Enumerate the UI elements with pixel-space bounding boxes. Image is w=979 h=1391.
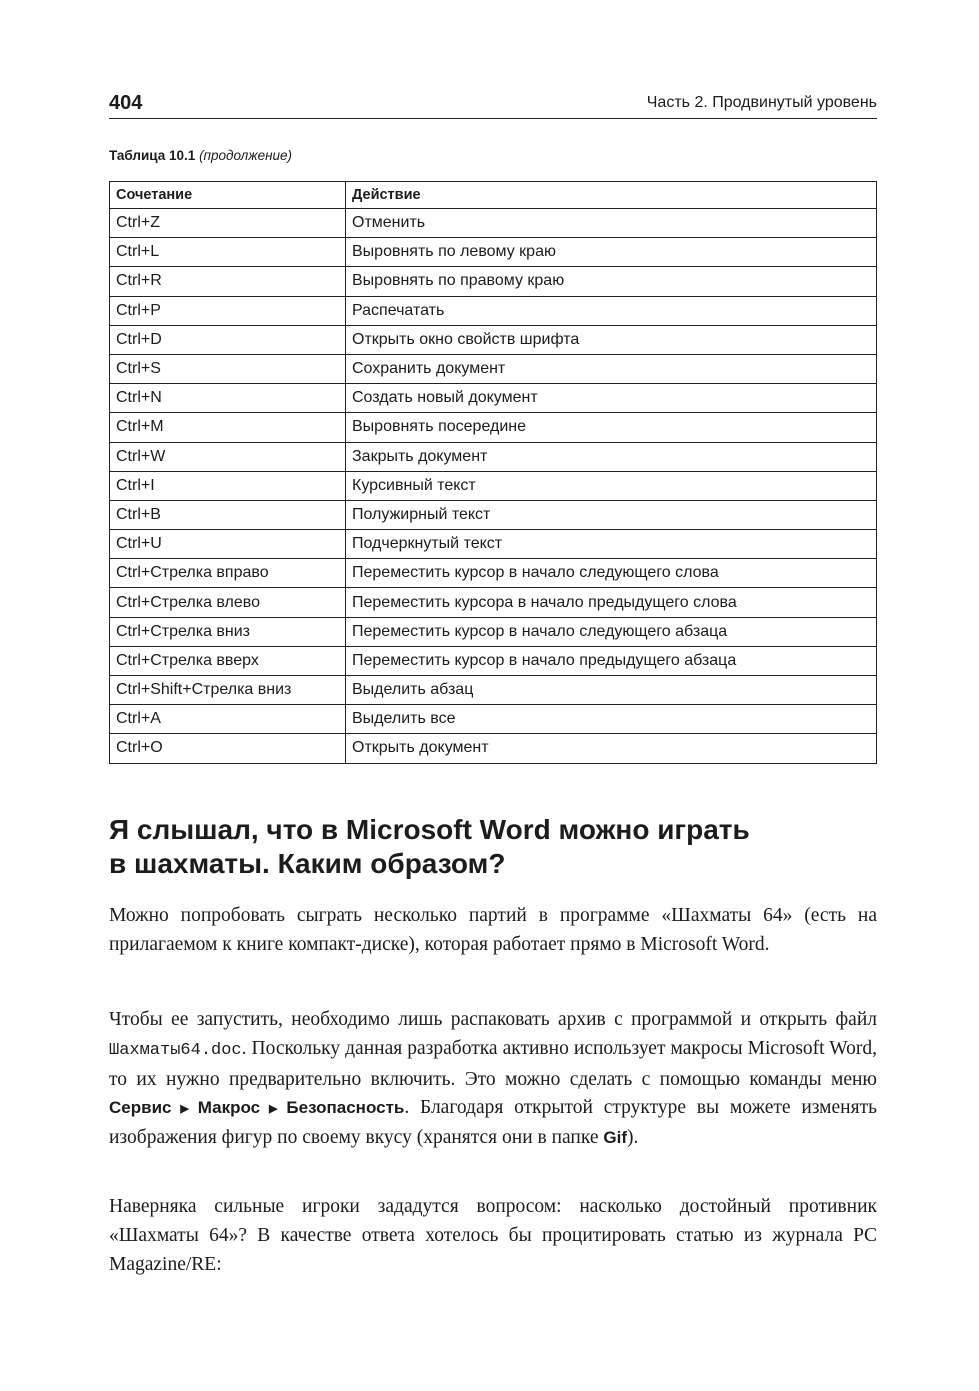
table-caption [109,148,292,163]
action-cell: Открыть окно свойств шрифта [346,325,877,354]
action-cell: Закрыть документ [346,442,877,471]
action-cell: Отменить [346,209,877,238]
table-row [110,617,877,646]
shortcut-table [109,181,877,764]
action-cell: Курсивный текст [346,471,877,500]
table-row [110,296,877,325]
table-row [110,559,877,588]
table-row [110,500,877,529]
menu-item-security: Безопасность [286,1098,405,1118]
shortcut-cell: Ctrl+L [110,238,346,267]
column-header-action: Действие [346,182,877,209]
shortcut-cell: Ctrl+Стрелка вниз [110,617,346,646]
shortcut-cell: Ctrl+W [110,442,346,471]
action-cell: Выровнять по левому краю [346,238,877,267]
table-row [110,325,877,354]
table-header-row [110,182,877,209]
page-header [109,92,877,119]
table-row [110,354,877,383]
table-row [110,442,877,471]
action-cell: Выделить все [346,705,877,734]
section-heading [109,813,877,881]
shortcut-cell: Ctrl+I [110,471,346,500]
paragraph-2-part-c: . Благодаря открытой структуре вы можете изменять изображения фигур по своему вкусу (хранятся они в папке [109,1097,877,1149]
table-row [110,238,877,267]
shortcut-cell: Ctrl+B [110,500,346,529]
menu-path [109,1098,404,1117]
paragraph-2 [109,1006,877,1153]
table-row [110,209,877,238]
shortcut-cell: Ctrl+U [110,530,346,559]
action-cell: Переместить курсор в начало предыдущего абзаца [346,646,877,675]
menu-arrow-icon: ▶ [174,1103,195,1116]
table-row [110,530,877,559]
action-cell: Открыть документ [346,734,877,763]
paragraph-2-part-d: ). [627,1127,639,1149]
table-row [110,734,877,763]
table-row [110,471,877,500]
shortcut-cell: Ctrl+Z [110,209,346,238]
action-cell: Распечатать [346,296,877,325]
shortcut-cell: Ctrl+S [110,354,346,383]
table-row [110,384,877,413]
table-row [110,588,877,617]
shortcut-cell: Ctrl+Shift+Стрелка вниз [110,676,346,705]
table-row [110,646,877,675]
menu-arrow-icon: ▶ [263,1103,284,1116]
table-caption-label: Таблица 10.1 [109,148,196,163]
action-cell: Сохранить документ [346,354,877,383]
table-caption-note: (продолжение) [199,148,293,163]
section-heading-line-2: в шахматы. Каким образом? [109,848,506,879]
table-row [110,705,877,734]
shortcut-cell: Ctrl+R [110,267,346,296]
shortcut-cell: Ctrl+Стрелка влево [110,588,346,617]
action-cell: Выровнять посередине [346,413,877,442]
action-cell: Создать новый документ [346,384,877,413]
paragraph-1: Можно попробовать сыграть несколько партий в программе «Шахматы 64» (есть на прилагаемом к книге компакт-диске), которая работает прямо в Microsoft Word. [109,905,877,955]
paragraph-2-part-a: Чтобы ее запустить, необходимо лишь распаковать архив с программой и открыть файл [109,1009,877,1030]
action-cell: Выделить абзац [346,676,877,705]
action-cell: Переместить курсора в начало предыдущего слова [346,588,877,617]
folder-name: Gif [603,1128,627,1148]
shortcut-cell: Ctrl+Стрелка вправо [110,559,346,588]
shortcut-cell: Ctrl+Стрелка вверх [110,646,346,675]
action-cell: Переместить курсор в начало следующего абзаца [346,617,877,646]
running-title: Часть 2. Продвинутый уровень [646,94,877,111]
action-cell: Переместить курсор в начало следующего слова [346,559,877,588]
paragraph-2-part-b: . Поскольку данная разработка активно использует макросы Microsoft Word, то их нужно предварительно включить. Это можно сделать с помощью команды меню [109,1037,877,1090]
shortcut-cell: Ctrl+O [110,734,346,763]
shortcut-cell: Ctrl+D [110,325,346,354]
menu-item-service: Сервис [109,1098,172,1118]
shortcut-cell: Ctrl+M [110,413,346,442]
table-row [110,413,877,442]
action-cell: Выровнять по правому краю [346,267,877,296]
paragraph-3: Наверняка сильные игроки зададутся вопросом: насколько достойный противник «Шахматы 64»? В качестве ответа хотелось бы процитировать статью из журнала PC Magazine/RE: [109,1196,877,1275]
table-row [110,676,877,705]
file-name: Шахматы64.doc [109,1040,242,1060]
column-header-combination: Сочетание [110,182,346,209]
shortcut-cell: Ctrl+P [110,296,346,325]
shortcut-cell: Ctrl+A [110,705,346,734]
table-row [110,267,877,296]
action-cell: Полужирный текст [346,500,877,529]
section-heading-line-1: Я слышал, что в Microsoft Word можно играть [109,814,750,845]
shortcut-cell: Ctrl+N [110,384,346,413]
action-cell: Подчеркнутый текст [346,530,877,559]
menu-item-macro: Макрос [197,1098,261,1118]
page-number: 404 [109,92,143,114]
